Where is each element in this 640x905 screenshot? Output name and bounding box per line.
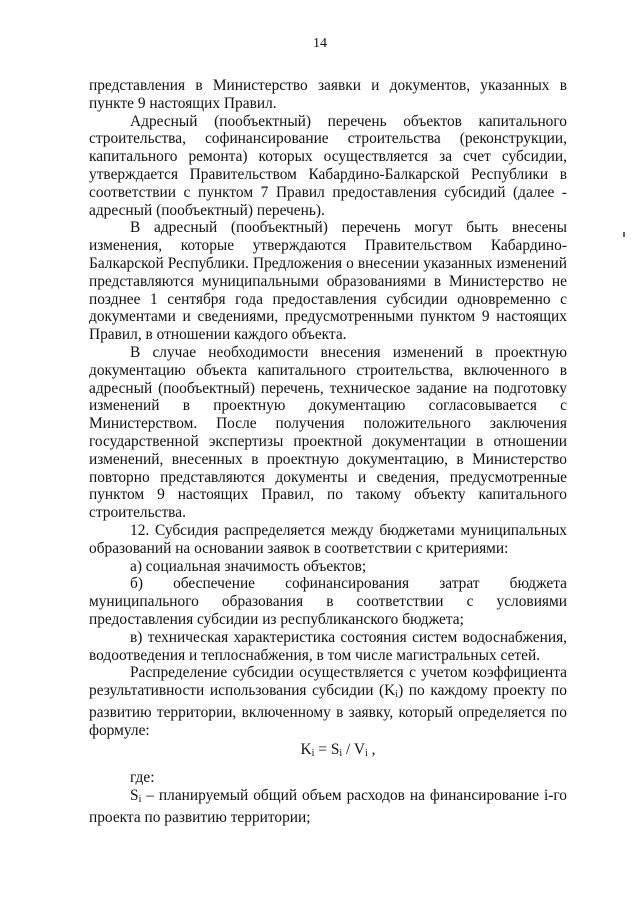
coefficient-subscript: i xyxy=(395,689,399,701)
document-body xyxy=(89,77,567,827)
formula xyxy=(89,741,567,763)
criterion-b: б) обеспечение софинансирования затрат бюджета муниципального образования в соответствии с условиями предоставления субсидии из республиканского бюджета; xyxy=(89,575,567,628)
paragraph-address-list: Адресный (пообъектный) перечень объектов капитального строительства, софинансирование строительства (реконструкции, капитального ремонта) которых осуществляется за счет субсидии, утверждается Правительством Кабардино-Балкарской Республики в соответствии с пунктом 7 Правил предоставления субсидий (далее - адресный (пообъектный) перечень). xyxy=(89,112,567,219)
formula-k-sub: i xyxy=(311,748,315,760)
formula-s-sub: i xyxy=(339,748,343,760)
si-symbol: S xyxy=(130,787,139,805)
formula-equals: = xyxy=(314,741,331,759)
criterion-a: а) социальная значимость объектов; xyxy=(130,557,367,575)
formula-v: V xyxy=(353,741,365,759)
paragraph-where: где: xyxy=(130,769,155,787)
formula-v-sub: i xyxy=(364,748,368,760)
paragraph-distribution xyxy=(89,664,567,739)
si-subscript: i xyxy=(138,794,142,806)
paragraph-continuation: представления в Министерство заявки и документов, указанных в пункте 9 настоящих Правил. xyxy=(89,77,567,112)
paragraph-si-definition xyxy=(89,787,567,827)
formula-s: S xyxy=(330,741,340,759)
si-definition-text: – планируемый общий объем расходов на финансирование i-го проекта по развитию территории; xyxy=(89,787,567,826)
formula-comma: , xyxy=(367,741,376,759)
paragraph-item-12: 12. Субсидия распределяется между бюджетами муниципальных образований на основании заявок в соответствии с критериями: xyxy=(89,521,567,557)
paragraph-list-changes: В адресный (пообъектный) перечень могут быть внесены изменения, которые утверждаются Правительством Кабардино-Балкарской Республики. Предложения о внесении указанных изменений представляются муниципальными образованиями в Министерство не позднее 1 сентября года предоставления субсидии одновременно с документами и сведениями, предусмотренными пунктом 9 настоящих Правил, в отношении каждого объекта. xyxy=(89,219,567,344)
scan-edge-mark xyxy=(623,232,625,237)
distribution-text-end: ) по каждому проекту по развитию территории, включенному в заявку, который определяется по формуле: xyxy=(89,682,567,739)
formula-k: K xyxy=(300,741,312,759)
paragraph-project-docs: В случае необходимости внесения изменений в проектную документацию объекта капитального строительства, включенного в адресный (пообъектный) перечень, техническое задание на подготовку изменений в проектную документацию согласовывается с Министерством. После получения положительного заключения государственной экспертизы проектной документации в отношении изменений, внесенных в проектную документацию, в Министерство повторно представляются документы и сведения, предусмотренные пунктом 9 настоящих Правил, по такому объекту капитального строительства. xyxy=(89,343,567,522)
formula-divide: / xyxy=(342,741,354,759)
distribution-text-start: Распределение субсидии осуществляется с учетом коэффициента результативности использования субсидии (K xyxy=(89,664,567,700)
criterion-c: в) техническая характеристика состояния систем водоснабжения, водоотведения и теплоснабжения, в том числе магистральных сетей. xyxy=(89,628,567,664)
page-number: 14 xyxy=(313,36,327,51)
